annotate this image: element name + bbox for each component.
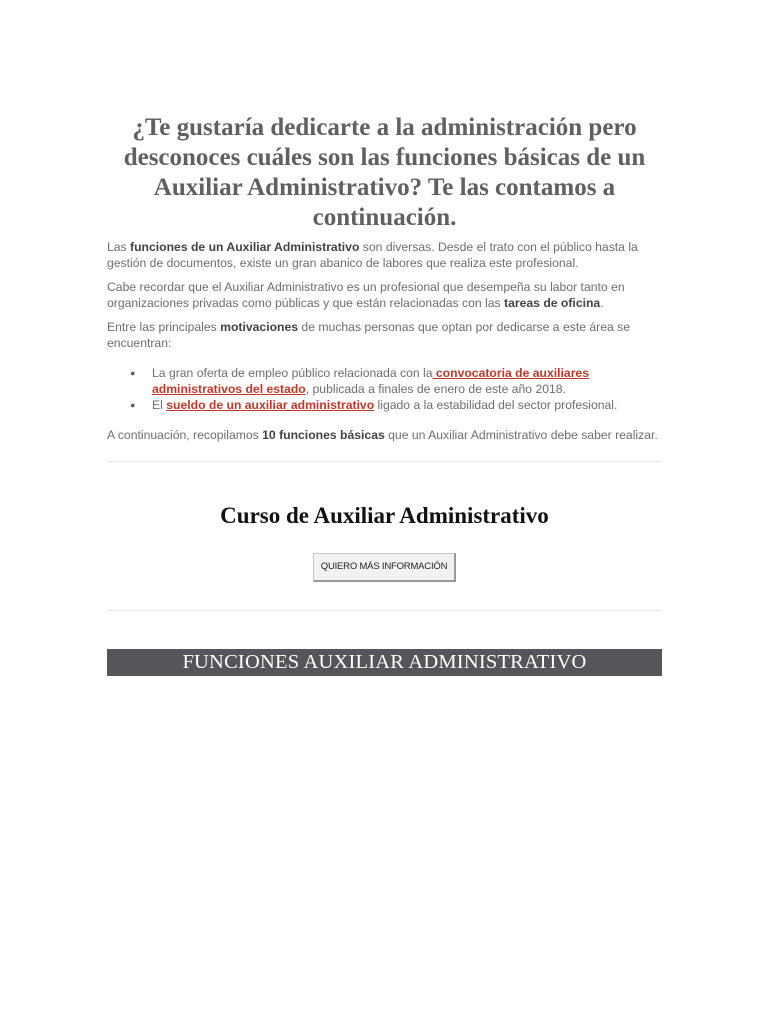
intro-text: Cabe recordar que el Auxiliar Administrativo es un profesional que desempeña su labor tanto en organizaciones privadas como públicas y que están relacionadas con las [107,280,625,310]
bullet-icon: ● [130,400,136,410]
intro-text: de muchas personas que optan por dedicarse a este área se encuentran: [107,320,631,350]
intro-text: . [600,296,604,310]
closing-text: que un Auxiliar Administrativo debe saber realizar. [384,428,658,442]
divider [107,461,662,462]
closing-text: A continuación, recopilamos [107,428,263,442]
intro-paragraph-1 [107,239,662,271]
intro-bold: funciones de un Auxiliar Administrativo [130,240,360,254]
motivations-list [107,365,662,413]
list-text: El [152,398,167,412]
course-title: Curso de Auxiliar Administrativo [220,503,549,528]
intro-text: son diversas. Desde el trato con el público hasta la gestión de documentos, existe un gran abanico de labores que realiza este profesional. [107,240,638,270]
list-text: , publicada a finales de enero de este año 2018. [305,382,566,396]
intro-text: Entre las principales [107,320,221,334]
list-item [130,365,662,397]
bullet-icon: ● [130,368,136,378]
closing-bold: 10 funciones básicas [262,428,385,442]
intro-paragraph-2 [107,279,662,311]
closing-paragraph [107,427,662,443]
divider [107,610,662,611]
intro-text: Las [107,240,131,254]
intro-bold: tareas de oficina [504,296,601,310]
intro-paragraph-3 [107,319,662,351]
sueldo-link[interactable]: sueldo de un auxiliar administrativo [166,398,375,412]
article-headline: ¿Te gustaría dedicarte a la administración pero desconoces cuáles son las funciones básicas de un Auxiliar Administrativo? Te las contamos a continuación. [123,114,646,231]
section-heading: FUNCIONES AUXILIAR ADMINISTRATIVO [107,649,662,676]
button-wrapper [107,553,662,582]
list-item [130,397,662,413]
list-text: ligado a la estabilidad del sector profesional. [374,398,618,412]
more-info-button[interactable]: QUIERO MÁS INFORMACIÓN [313,553,457,582]
article [107,113,662,676]
list-text: La gran oferta de empleo público relacionada con la [152,366,433,380]
intro-bold: motivaciones [220,320,299,334]
convocatoria-link[interactable]: convocatoria de auxiliares administrativos del estado [152,366,589,396]
